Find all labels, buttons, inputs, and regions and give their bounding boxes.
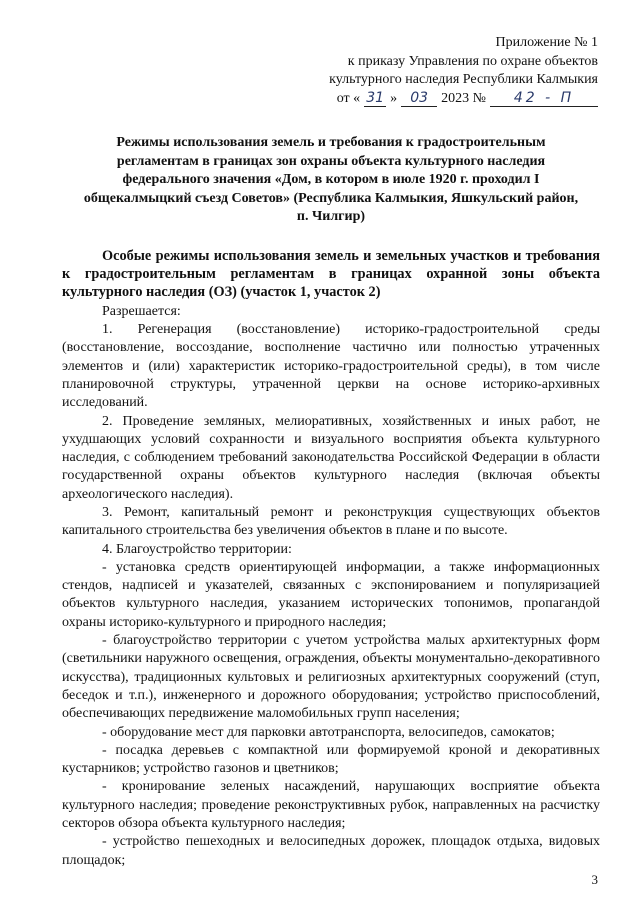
order-number: 42 - П [490,90,598,107]
list-item: - благоустройство территории с учетом устройства малых архитектурных форм (светильники наружного освещения, ограждения, объекты монументально-декоративного искусства), традиционных культовых и религиозных архитектурных сооружений (ступ, беседок и т.п.), инженерного и дорожного оборудования; устройство приспособлений, обеспечивающих передвижение маломобильных групп населения; [62,633,600,722]
annex-title: Приложение № 1 [495,35,598,50]
list-item: - установка средств ориентирующей информации, а также информационных стендов, надписей и указателей, связанных с экспонированием и популяризацией объектов культурного наследия, указанием исторических топонимов, пропагандой охраны историко-культурного и природного наследия; [62,559,600,630]
title-line: общекалмыцкий съезд Советов» (Республика Калмыкия, Яшкульский район, [83,190,579,206]
paragraph-item-3: 3. Ремонт, капитальный ремонт и реконструкция существующих объектов капитального строительства без увеличения объектов в плане и по высоте. [62,504,600,539]
paragraph-item-1: 1. Регенерация (восстановление) историко-градостроительной среды (восстановление, воссоздание, восполнение частично или полностью утраченных элементов и (или) характеристик историко-градостроительной среды), в том числе планировочной структуры, утраченной церкви на основе историко-архивных исследований. [62,322,600,411]
list-item: - посадка деревьев с компактной или формируемой кроной и декоративных кустарников; устройство газонов и цветников; [62,742,600,777]
section-heading: Особые режимы использования земель и земельных участков и требования к градостроительным регламентам в границах охранной зоны объекта культурного наследия (ОЗ) (участок 1, участок 2) [62,247,600,301]
annex-date-line [62,90,598,109]
paragraph-item-4: 4. Благоустройство территории: [102,541,292,557]
date-prefix: от « [336,90,361,106]
list-item: - кронирование зеленых насаждений, нарушающих восприятие объекта культурного наследия; проведение реконструктивных рубок, направленных на расчистку секторов обзора объекта культурного наследия; [62,779,600,832]
document-title [62,134,600,227]
annex-authority: культурного наследия Республики Калмыкия [329,72,598,87]
title-line: п. Чилгир) [296,209,366,224]
page-number: 3 [591,872,598,887]
list-item: - оборудование мест для парковки автотранспорта, велосипедов, самокатов; [102,724,555,740]
title-line: регламентам в границах зон охраны объекта культурного наследия [116,153,546,169]
list-item: - устройство пешеходных и велосипедных дорожек, площадок отдыха, видовых площадок; [62,834,600,868]
title-line: Режимы использования земель и требования к градостроительным [116,135,546,150]
paragraph-permitted: Разрешается: [102,303,181,319]
document-body [62,303,600,870]
paragraph-item-2: 2. Проведение земляных, мелиоративных, хозяйственных и иных работ, не ухудшающих условий сохранности и визуального восприятия объекта культурного наследия, с соблюдением требований законодательства Российской Федерации в области государственной охраны объектов культурного наследия (включая объекты археологического наследия). [62,413,600,502]
annex-order-ref: к приказу Управления по охране объектов [347,53,598,69]
date-month: 03 [401,90,437,107]
date-mid: » [390,90,398,106]
annex-header [62,34,600,108]
title-line: федерального значения «Дом, в котором в июле 1920 г. проходил I [122,172,540,187]
date-year: 2023 № [441,90,486,106]
date-day: 31 [364,90,386,107]
